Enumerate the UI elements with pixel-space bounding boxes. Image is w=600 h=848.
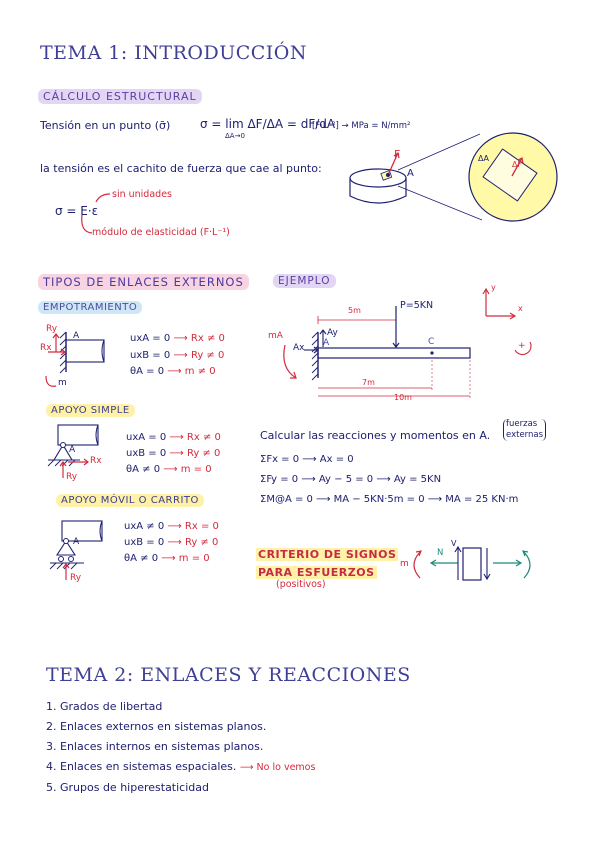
emp-rx: Rx <box>40 343 52 353</box>
simple-row-3: θA ≠ 0 ⟶ m = 0 <box>126 464 212 475</box>
emp-row-3-left: θA = 0 <box>130 366 165 377</box>
lim-subscript: ΔA→0 <box>225 132 245 140</box>
movil-row-1-left: uxA ≠ 0 <box>124 521 165 532</box>
ejemplo-heading: EJEMPLO <box>273 274 336 288</box>
note-line-2: externas <box>506 430 544 440</box>
tema2-item-3: 3. Enlaces internos en sistemas planos. <box>46 740 264 753</box>
simple-row-3-right: m = 0 <box>180 464 212 475</box>
a-label: A <box>323 338 330 348</box>
eq-row-3: ΣM@A = 0 ⟶ MA − 5KN·5m = 0 ⟶ MA = 25 KN·m <box>260 494 519 505</box>
delta-a-label: ΔA <box>478 154 489 163</box>
m-label: m <box>400 559 409 569</box>
y-axis-label: y <box>491 283 496 292</box>
x-axis-label: x <box>518 304 523 313</box>
ma-label: mA <box>268 331 283 341</box>
simple-row-3-left: θA ≠ 0 <box>126 464 161 475</box>
sigma-eq: σ = E·ε <box>55 204 99 218</box>
ax-label: Ax <box>293 343 305 353</box>
emp-row-2: uxB = 0 ⟶ Ry ≠ 0 <box>130 349 225 361</box>
units: [F·L⁻²] → MPa = N/mm² <box>312 121 411 131</box>
apoyo-simple-label: APOYO SIMPLE <box>46 404 135 417</box>
simple-row-1-right: Rx ≠ 0 <box>186 432 221 443</box>
tema1-title: TEMA 1: INTRODUCCIÓN <box>40 42 308 64</box>
simple-row-2-left: uxB = 0 <box>126 448 167 459</box>
eq3-lhs: ΣM@A = 0 <box>260 494 313 505</box>
tension-sentence: la tensión es el cachito de fuerza que cae al punto: <box>40 162 322 175</box>
sin-unidades: sin unidades <box>112 189 172 200</box>
eq2-rhs: Ay − 5 = 0 <box>318 474 374 485</box>
c-label: C <box>428 337 435 347</box>
tema2-item-4: 4. Enlaces en sistemas espaciales. <box>46 760 237 773</box>
movil-a: A <box>73 537 80 547</box>
eq1-rhs: Ax = 0 <box>319 454 354 465</box>
plus-sign: + <box>518 341 526 351</box>
eq2-lhs: ΣFy = 0 <box>260 474 299 485</box>
simple-row-1: uxA = 0 ⟶ Rx ≠ 0 <box>126 432 221 443</box>
eq2-result: Ay = 5KN <box>393 474 442 485</box>
emp-row-1-left: uxA = 0 <box>130 333 171 344</box>
calc-text: Calcular las reacciones y momentos en A. <box>260 429 491 442</box>
eq1-lhs: ΣFx = 0 <box>260 454 300 465</box>
modulo-elasticidad: módulo de elasticidad (F·L⁻¹) <box>92 227 230 238</box>
tema2-list <box>46 697 315 798</box>
tema2-item-1: 1. Grados de libertad <box>46 700 163 713</box>
emp-row-3-right: m ≠ 0 <box>184 366 216 377</box>
simple-rx: Rx <box>90 456 102 466</box>
tema2-item-5: 5. Grupos de hiperestaticidad <box>46 781 209 794</box>
apoyo-movil-label: APOYO MÓVIL O CARRITO <box>56 494 204 507</box>
emp-row-1: uxA = 0 ⟶ Rx ≠ 0 <box>130 333 225 344</box>
element-box <box>463 548 481 580</box>
tension-formula: σ = lim ΔF/ΔA = dF/dA <box>200 117 336 131</box>
movil-row-2-left: uxB = 0 <box>124 537 165 548</box>
emp-a: A <box>73 331 80 341</box>
load-label: P=5KN <box>400 300 434 311</box>
movil-ry: Ry <box>70 573 82 583</box>
movil-row-1: uxA ≠ 0 ⟶ Rx = 0 <box>124 521 219 532</box>
n-label: N <box>437 548 444 558</box>
enlaces-heading: TIPOS DE ENLACES EXTERNOS <box>38 274 249 290</box>
emp-row-2-right: Ry ≠ 0 <box>190 349 225 361</box>
note-line-1: fuerzas <box>506 419 538 429</box>
tema2-title: TEMA 2: ENLACES Y REACCIONES <box>46 664 411 686</box>
v-label: V <box>451 539 457 548</box>
simple-ry: Ry <box>66 472 78 482</box>
movil-row-3-right: m = 0 <box>178 553 210 564</box>
movil-row-1-right: Rx = 0 <box>184 521 219 532</box>
dim-5m: 5m <box>348 306 361 315</box>
simple-a: A <box>69 445 76 455</box>
simple-row-2-right: Ry ≠ 0 <box>186 448 221 459</box>
criterio-positivos: (positivos) <box>276 579 326 590</box>
tema2-item-2: 2. Enlaces externos en sistemas planos. <box>46 720 267 733</box>
force-label: F <box>394 148 401 161</box>
tema2-note-4: No lo vemos <box>256 762 316 773</box>
emp-ry: Ry <box>46 324 58 334</box>
dim-10m: 10m <box>394 393 412 402</box>
movil-row-2-right: Ry ≠ 0 <box>184 537 219 548</box>
criterio-line-2: PARA ESFUERZOS <box>258 566 375 579</box>
section-calculo-estructural: CÁLCULO ESTRUCTURAL <box>38 89 202 104</box>
eq-row-2: ΣFy = 0 ⟶ Ay − 5 = 0 ⟶ Ay = 5KN <box>260 474 442 485</box>
movil-row-3: θA ≠ 0 ⟶ m = 0 <box>124 553 210 564</box>
emp-row-1-right: Rx ≠ 0 <box>190 333 225 344</box>
eq3-result: MA = 25 KN·m <box>445 494 519 505</box>
movil-row-2: uxB = 0 ⟶ Ry ≠ 0 <box>124 537 219 548</box>
delta-f-label: ΔF <box>512 160 523 169</box>
point-a-label: A <box>407 168 414 179</box>
criterio-line-1: CRITERIO DE SIGNOS <box>258 548 397 561</box>
eq-row-1: ΣFx = 0 ⟶ Ax = 0 <box>260 454 354 465</box>
eq3-rhs: MA − 5KN·5m = 0 <box>333 494 425 505</box>
empotramiento-label: EMPOTRAMIENTO <box>38 301 142 314</box>
ay-label: Ay <box>327 328 338 338</box>
simple-row-2: uxB = 0 ⟶ Ry ≠ 0 <box>126 448 221 459</box>
emp-row-2-left: uxB = 0 <box>130 349 171 361</box>
tension-label: Tensión en un punto (σ̄) <box>40 119 171 132</box>
movil-row-3-left: θA ≠ 0 <box>124 553 159 564</box>
emp-m: m <box>58 378 67 388</box>
emp-row-3: θA = 0 ⟶ m ≠ 0 <box>130 366 216 377</box>
dim-7m: 7m <box>362 378 375 387</box>
tema2-item-4-row: 4. Enlaces en sistemas espaciales. ⟶ No lo vemos <box>46 760 316 773</box>
simple-row-1-left: uxA = 0 <box>126 432 167 443</box>
